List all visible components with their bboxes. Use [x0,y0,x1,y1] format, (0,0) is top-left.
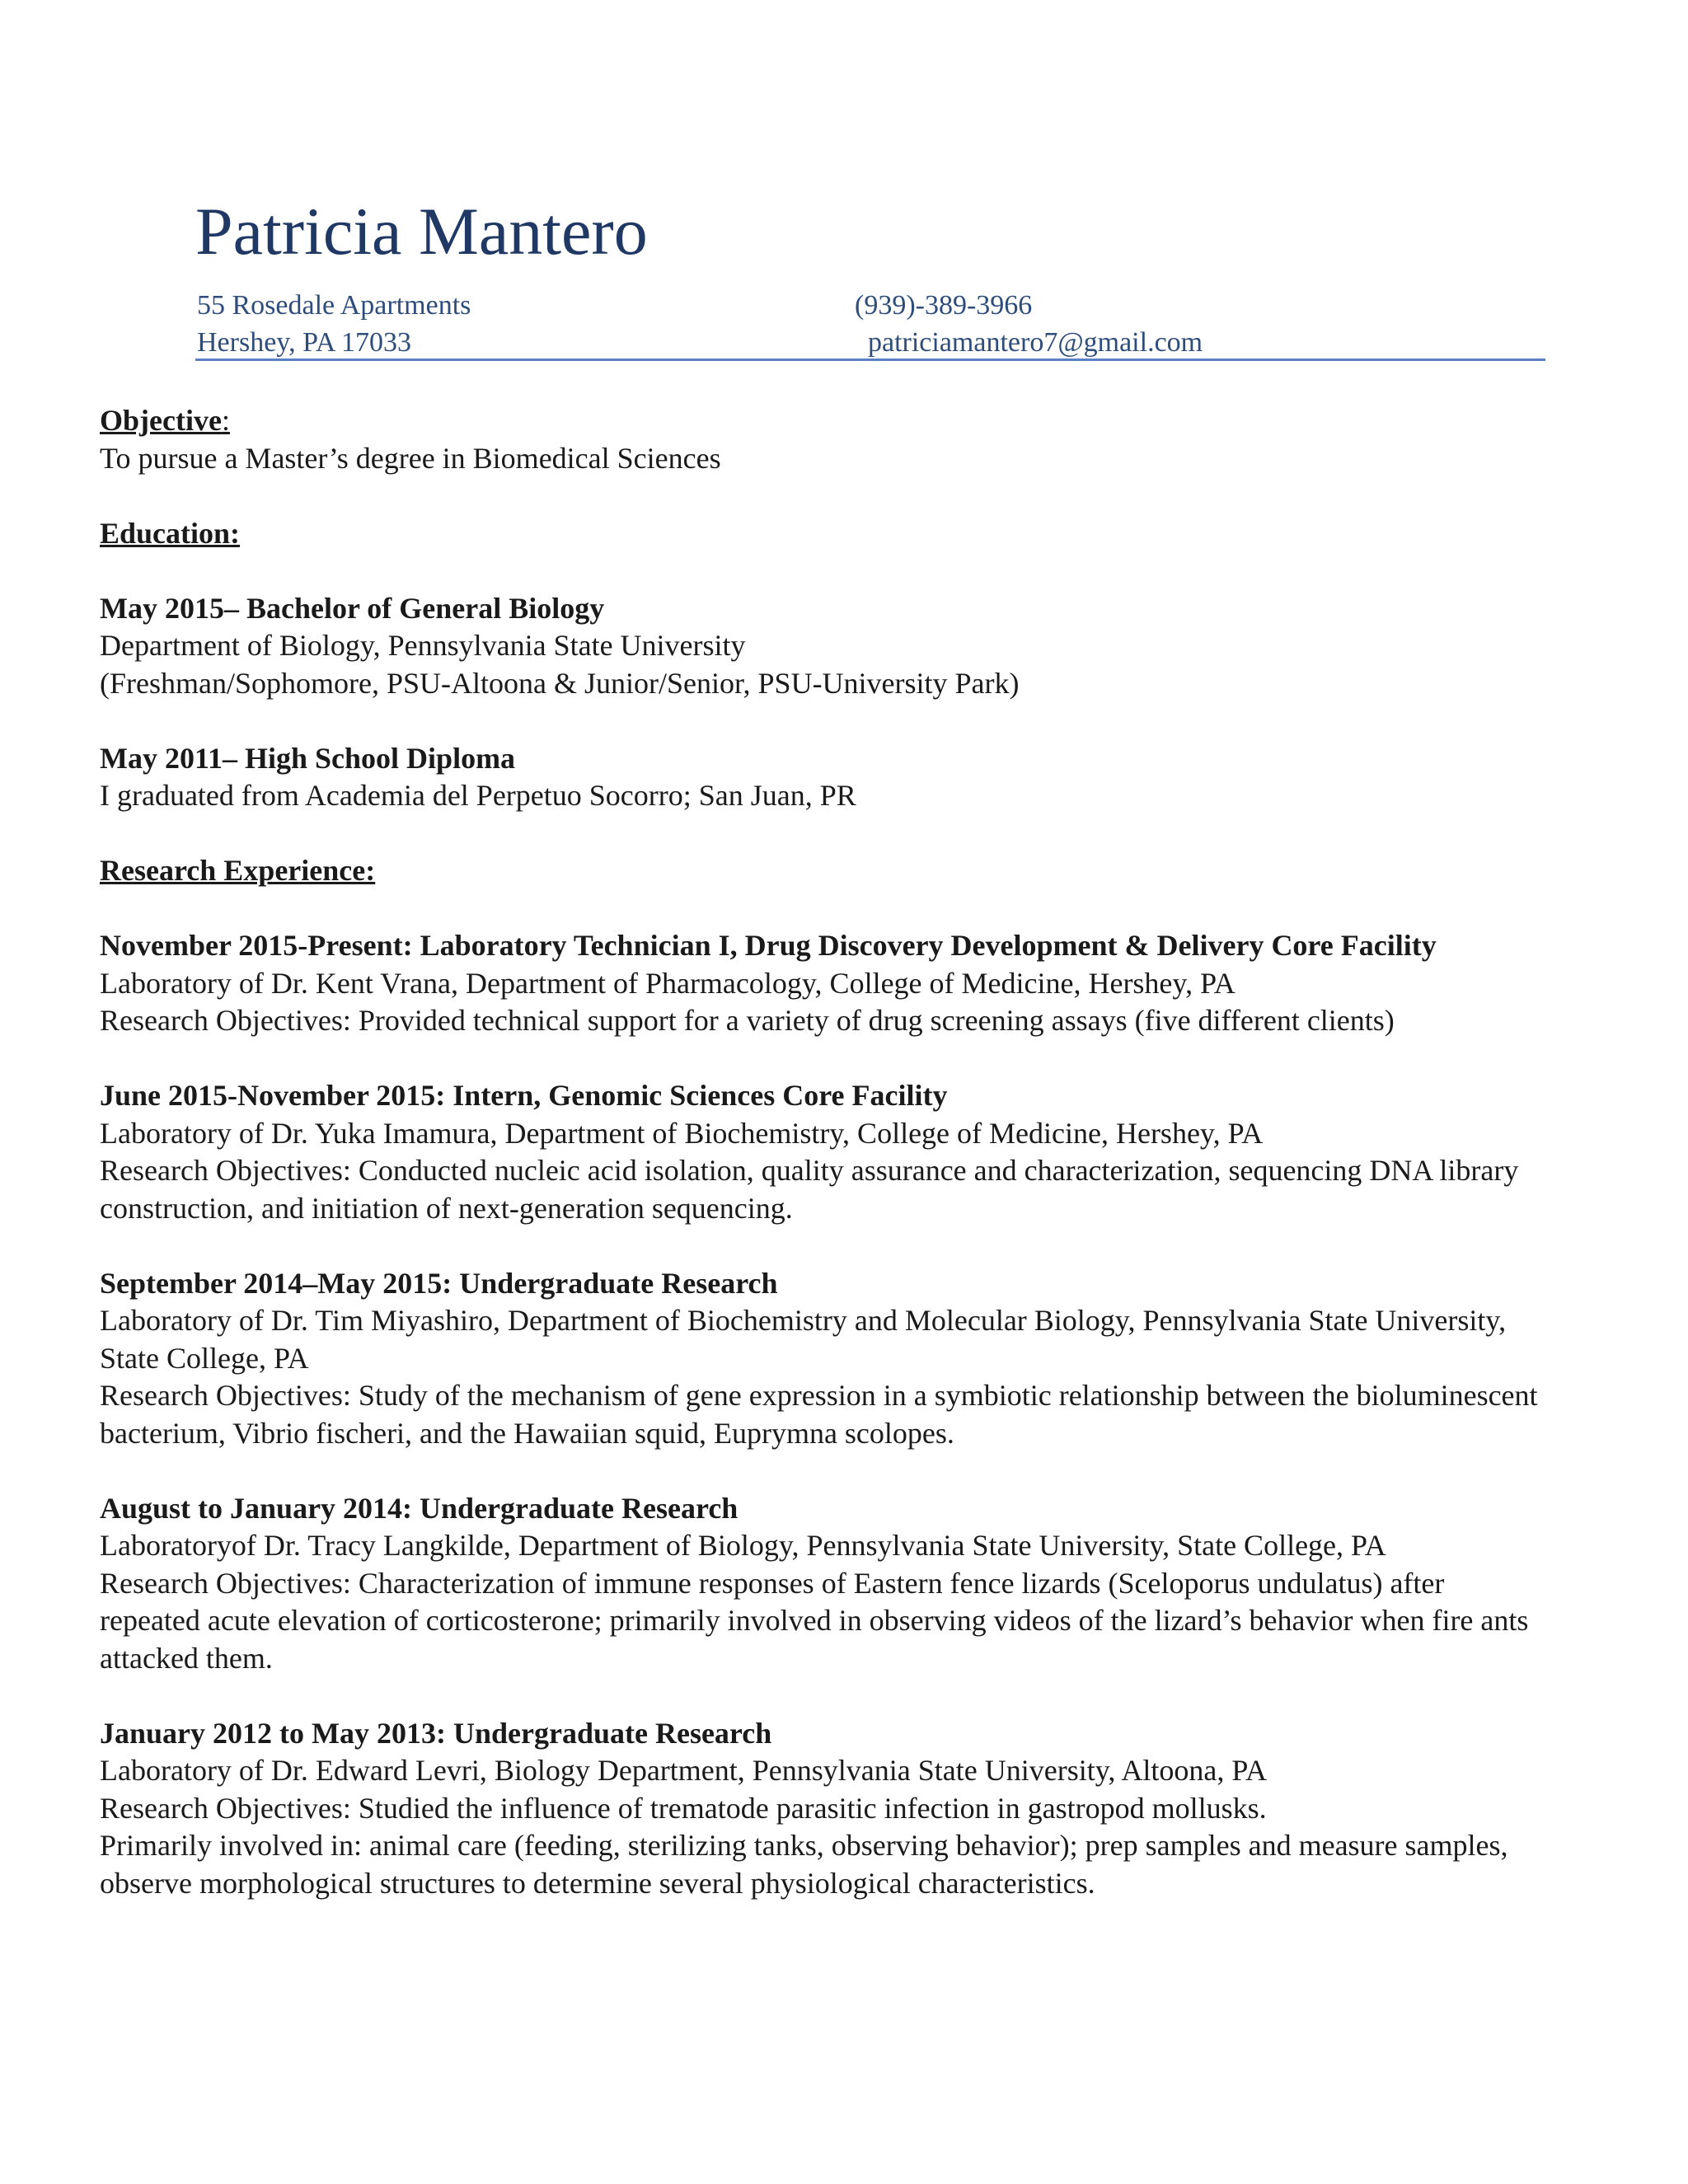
objective-text: To pursue a Master’s degree in Biomedical Sciences [100,441,721,475]
research-entry-heading: September 2014–May 2015: Undergraduate Research [100,1266,778,1300]
research-entry-objectives: Research Objectives: Characterization of immune responses of Eastern fence lizards (Sceloporus undulatus) after repeated acute elevation of corticosterone; primarily involved in observing videos of the lizard’s behavior when fire ants attacked them. [100,1566,1529,1675]
research-heading: Research Experience: [100,854,376,887]
research-entry-objectives: Research Objectives: Provided technical support for a variety of drug screening assays (five different clients) [100,1004,1395,1037]
education-entry-heading: May 2011– High School Diploma [100,741,516,775]
research-entry-objectives: Research Objectives: Studied the influence of trematode parasitic infection in gastropod mollusks. [100,1791,1267,1825]
education-entry-heading: May 2015– Bachelor of General Biology [100,591,605,625]
education-entry-line: (Freshman/Sophomore, PSU-Altoona & Junior/Senior, PSU-University Park) [100,666,1020,700]
education-entry-line: I graduated from Academia del Perpetuo Socorro; San Juan, PR [100,779,856,812]
research-entry-heading: June 2015-November 2015: Intern, Genomic Sciences Core Facility [100,1079,948,1112]
address-line-2: Hershey, PA 17033 [197,327,412,358]
resume-header [195,194,1545,364]
applicant-name: Patricia Mantero [195,194,648,269]
resume-body [100,402,1550,1902]
research-entry-heading: January 2012 to May 2013: Undergraduate Research [100,1716,772,1750]
research-entry-objectives: Research Objectives: Study of the mechanism of gene expression in a symbiotic relationship between the bioluminescent bacterium, Vibrio fischeri, and the Hawaiian squid, Euprymna scolopes. [100,1379,1538,1450]
education-heading: Education: [100,516,241,550]
research-entry-lab: Laboratory of Dr. Yuka Imamura, Department of Biochemistry, College of Medicine, Hershey, PA [100,1116,1264,1150]
research-entry-lab: Laboratory of Dr. Edward Levri, Biology Department, Pennsylvania State University, Altoona, PA [100,1754,1268,1787]
research-entry-lab: Laboratory of Dr. Tim Miyashiro, Department of Biochemistry and Molecular Biology, Pennsylvania State University, State College, PA [100,1304,1507,1375]
objective-colon: : [221,404,230,437]
research-entry-lab: Laboratoryof Dr. Tracy Langkilde, Department of Biology, Pennsylvania State University, State College, PA [100,1529,1386,1562]
research-entry-heading: August to January 2014: Undergraduate Research [100,1491,738,1525]
contact-info [195,290,1545,364]
research-entry-heading: November 2015-Present: Laboratory Technician I, Drug Discovery Development & Delivery Core Facility [100,929,1437,962]
email-address: patriciamantero7@gmail.com [868,327,1203,358]
header-divider [195,359,1545,361]
research-entry-objectives: Research Objectives: Conducted nucleic acid isolation, quality assurance and characterization, sequencing DNA library construction, and initiation of next-generation sequencing. [100,1154,1519,1225]
research-entry-details: Primarily involved in: animal care (feeding, sterilizing tanks, observing behavior); prep samples and measure samples, observe morphological structures to determine several physiological characteristics. [100,1829,1508,1900]
phone-number: (939)-389-3966 [855,290,1033,321]
objective-heading [100,402,1550,440]
address-line-1: 55 Rosedale Apartments [197,290,471,321]
research-entry-lab: Laboratory of Dr. Kent Vrana, Department of Pharmacology, College of Medicine, Hershey, PA [100,966,1236,1000]
education-entry-line: Department of Biology, Pennsylvania State University [100,629,746,662]
objective-title: Objective [100,404,222,437]
